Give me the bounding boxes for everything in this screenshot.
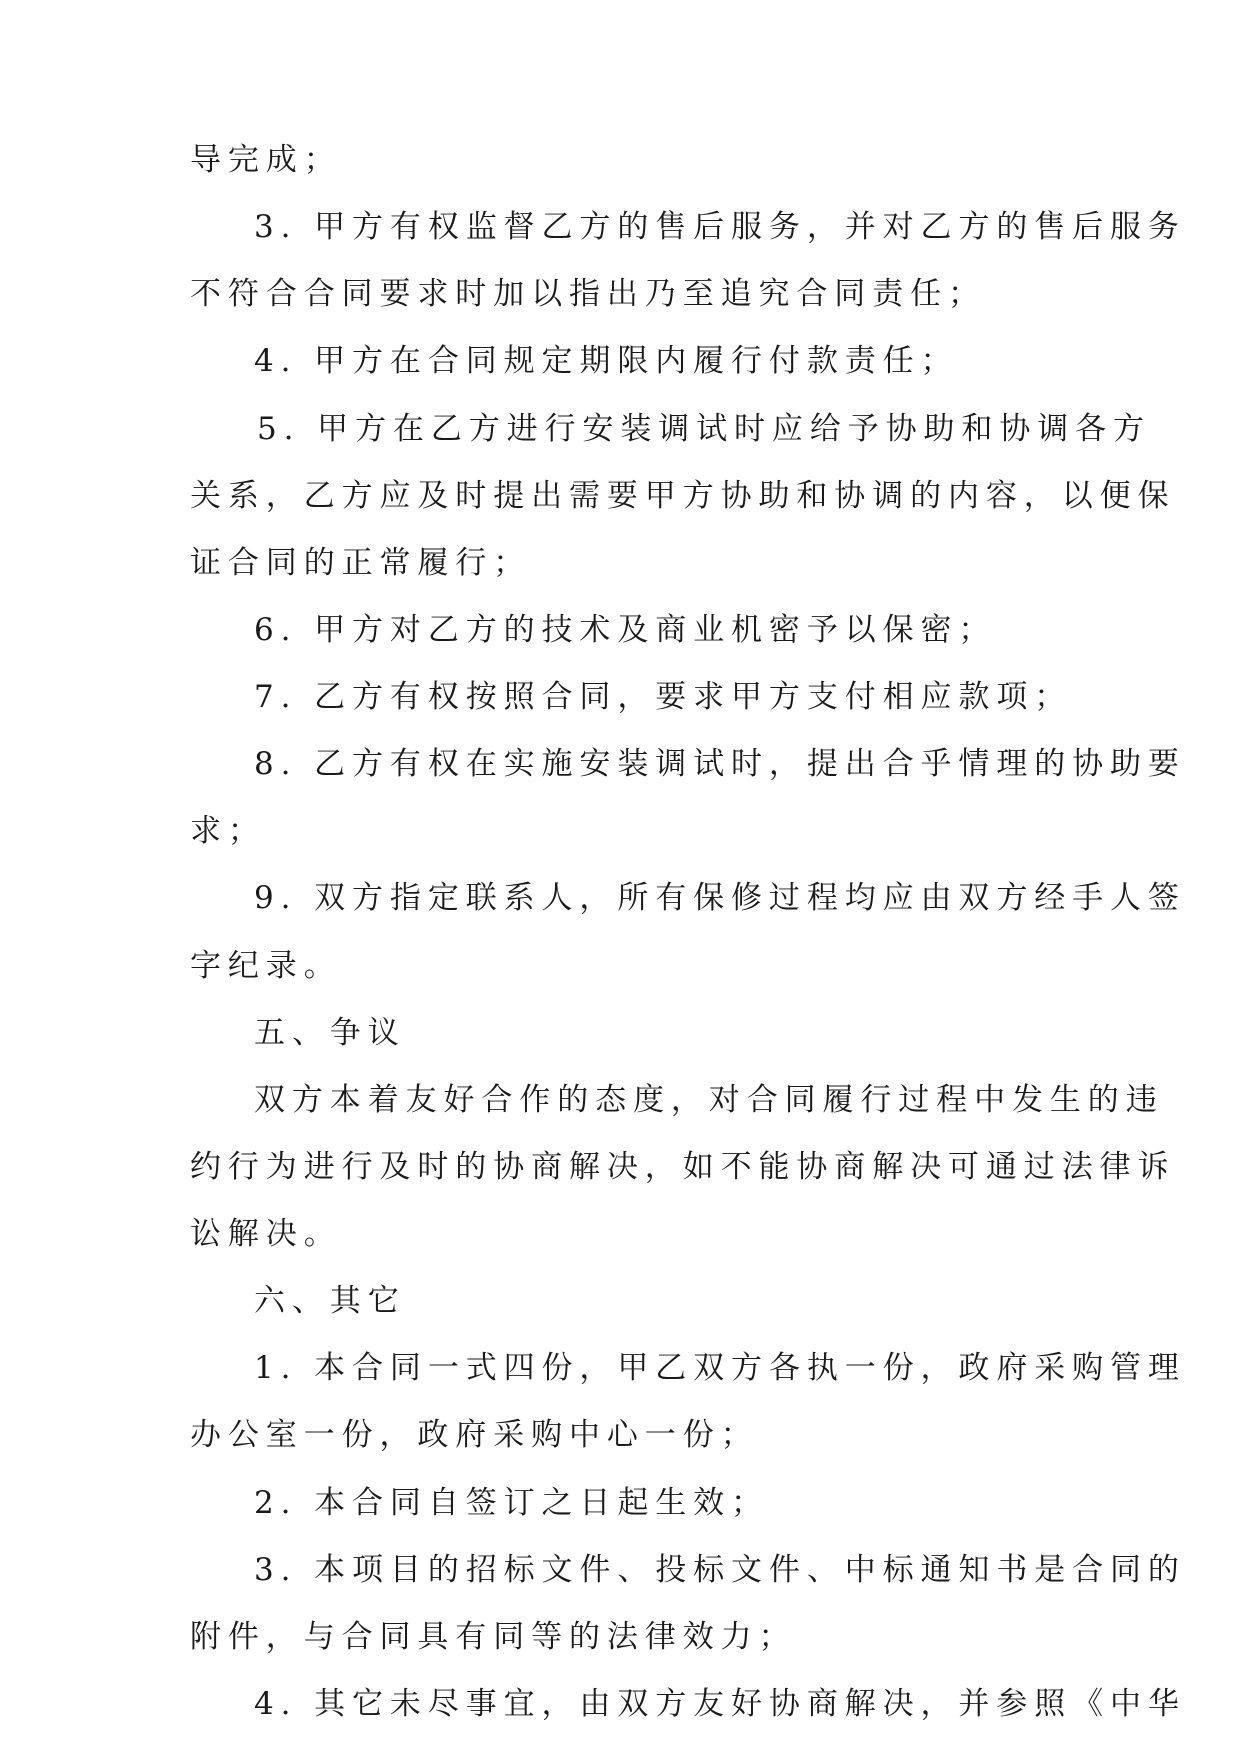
text-line: 附件，与合同具有同等的法律效力； (190, 1619, 797, 1655)
text-line: 关系，乙方应及时提出需要甲方协助和协调的内容，以便保 (190, 478, 1176, 514)
text-line: 导完成； (190, 142, 342, 178)
text-line: 讼解决。 (190, 1216, 342, 1252)
text-line: 办公室一份，政府采购中心一份； (190, 1417, 759, 1453)
text-line: 证合同的正常履行； (190, 545, 532, 581)
text-line: 约行为进行及时的协商解决，如不能协商解决可通过法律诉 (190, 1149, 1176, 1185)
clause-line: 2. 本合同自签订之日起生效； (254, 1485, 769, 1521)
section-heading: 六、其它 (254, 1283, 406, 1319)
clause-line: 3. 甲方有权监督乙方的售后服务，并对乙方的售后服务 (254, 209, 1186, 245)
clause-line: 5. 甲方在乙方进行安装调试时应给予协助和协调各方 (257, 411, 1151, 447)
clause-line: 4. 其它未尽事宜，由双方友好协商解决，并参照《中华 (254, 1686, 1186, 1722)
clause-line: 8. 乙方有权在实施安装调试时，提出合乎情理的协助要 (254, 746, 1186, 782)
paragraph-line: 双方本着友好合作的态度，对合同履行过程中发生的违 (254, 1082, 1164, 1118)
clause-line: 6. 甲方对乙方的技术及商业机密予以保密； (254, 612, 997, 648)
clause-line: 3. 本项目的招标文件、投标文件、中标通知书是合同的 (254, 1552, 1186, 1588)
text-line: 字纪录。 (190, 948, 342, 984)
clause-line: 1. 本合同一式四份，甲乙双方各执一份，政府采购管理 (254, 1350, 1186, 1386)
text-line: 不符合合同要求时加以指出乃至追究合同责任； (190, 276, 986, 312)
text-line: 求； (190, 813, 266, 849)
clause-line: 4. 甲方在合同规定期限内履行付款责任； (254, 343, 959, 379)
clause-line: 9. 双方指定联系人，所有保修过程均应由双方经手人签 (254, 880, 1186, 916)
section-heading: 五、争议 (254, 1015, 406, 1051)
clause-line: 7. 乙方有权按照合同，要求甲方支付相应款项； (254, 679, 1073, 715)
